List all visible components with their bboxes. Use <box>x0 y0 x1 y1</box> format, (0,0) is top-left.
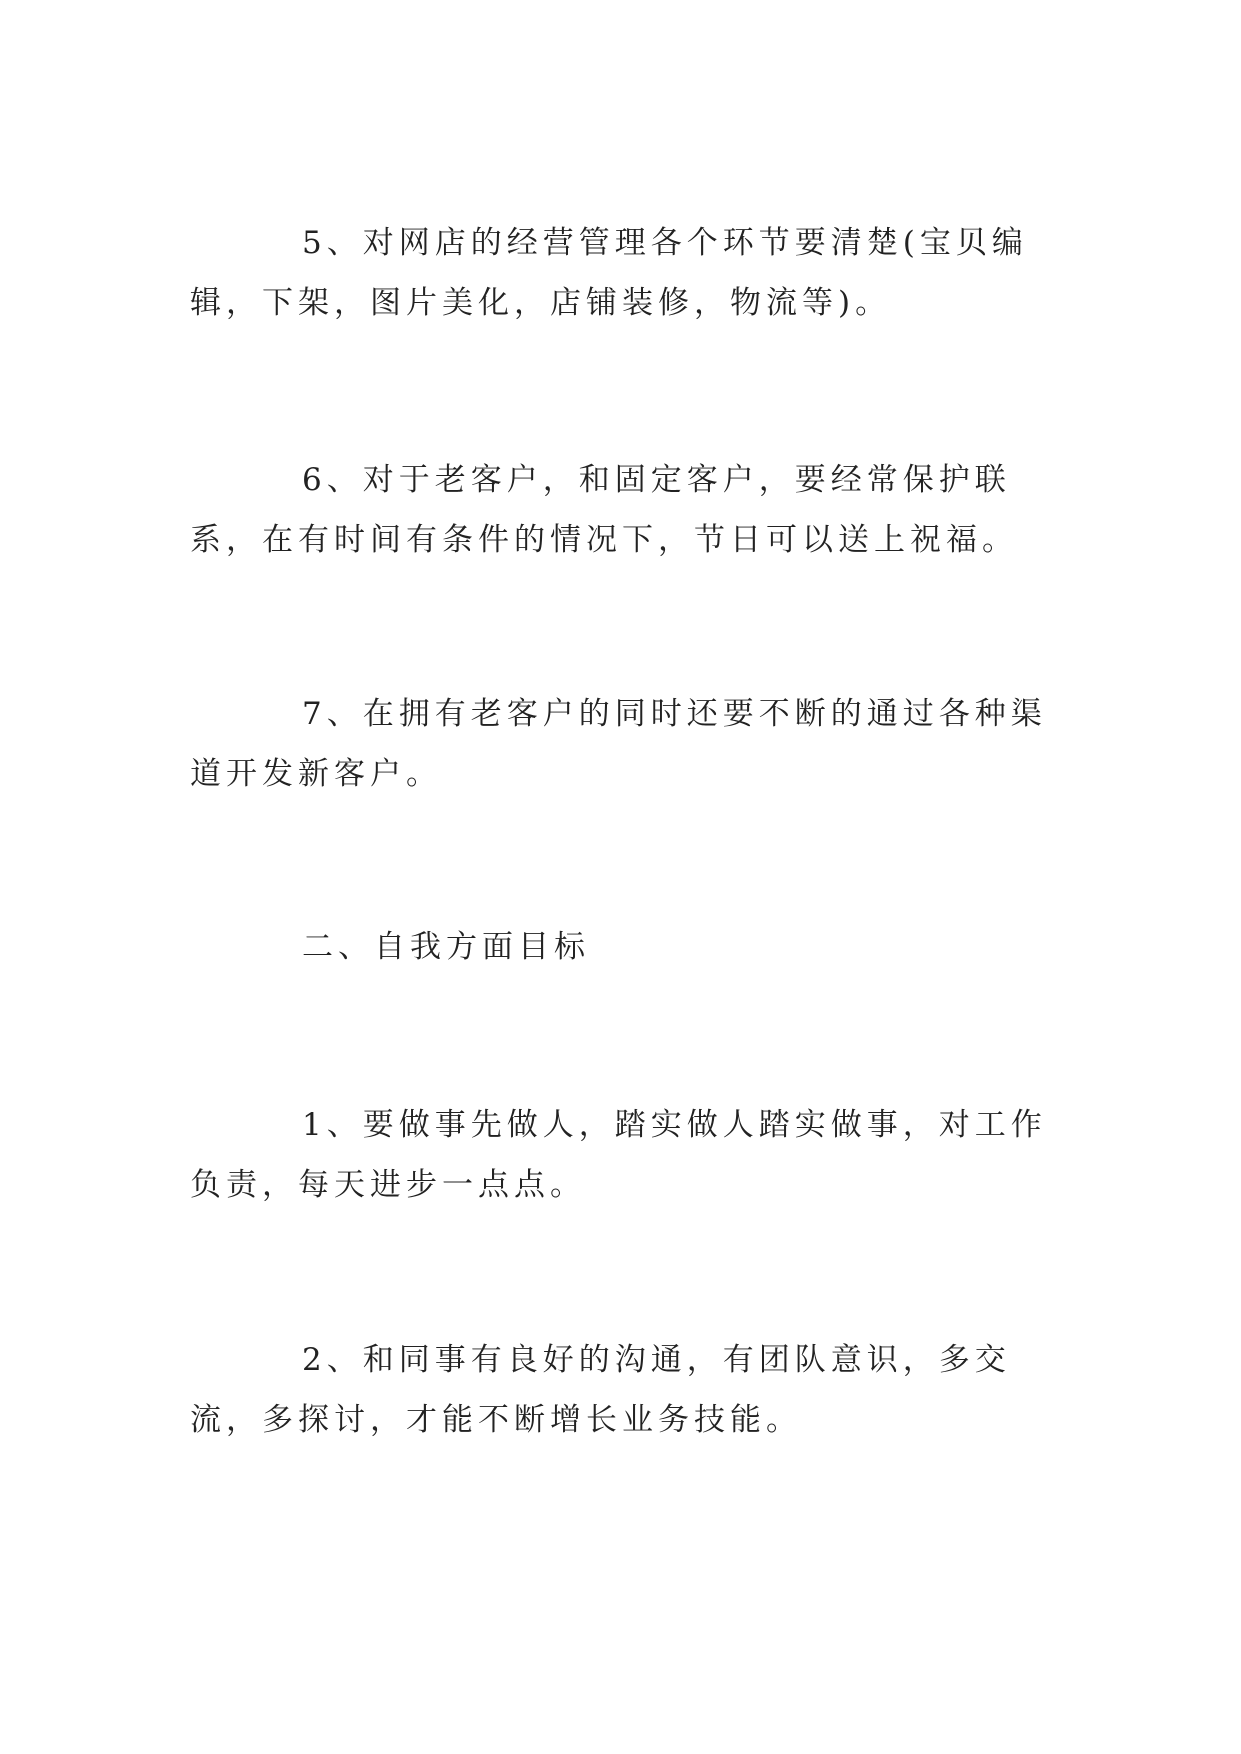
paragraph-item-7: 7、在拥有老客户的同时还要不断的通过各种渠道开发新客户。 <box>190 696 1047 792</box>
section-heading: 二、自我方面目标 <box>302 929 590 965</box>
paragraph-item-5: 5、对网店的经营管理各个环节要清楚(宝贝编辑，下架，图片美化，店铺装修，物流等)。 <box>190 225 1028 321</box>
paragraph-item-6: 6、对于老客户，和固定客户，要经常保护联系，在有时间有条件的情况下，节日可以送上祝福。 <box>190 462 1018 558</box>
paragraph-item-1: 1、要做事先做人，踏实做人踏实做事，对工作负责，每天进步一点点。 <box>190 1107 1047 1203</box>
paragraph-item-2: 2、和同事有良好的沟通，有团队意识，多交流，多探讨，才能不断增长业务技能。 <box>190 1342 1011 1438</box>
